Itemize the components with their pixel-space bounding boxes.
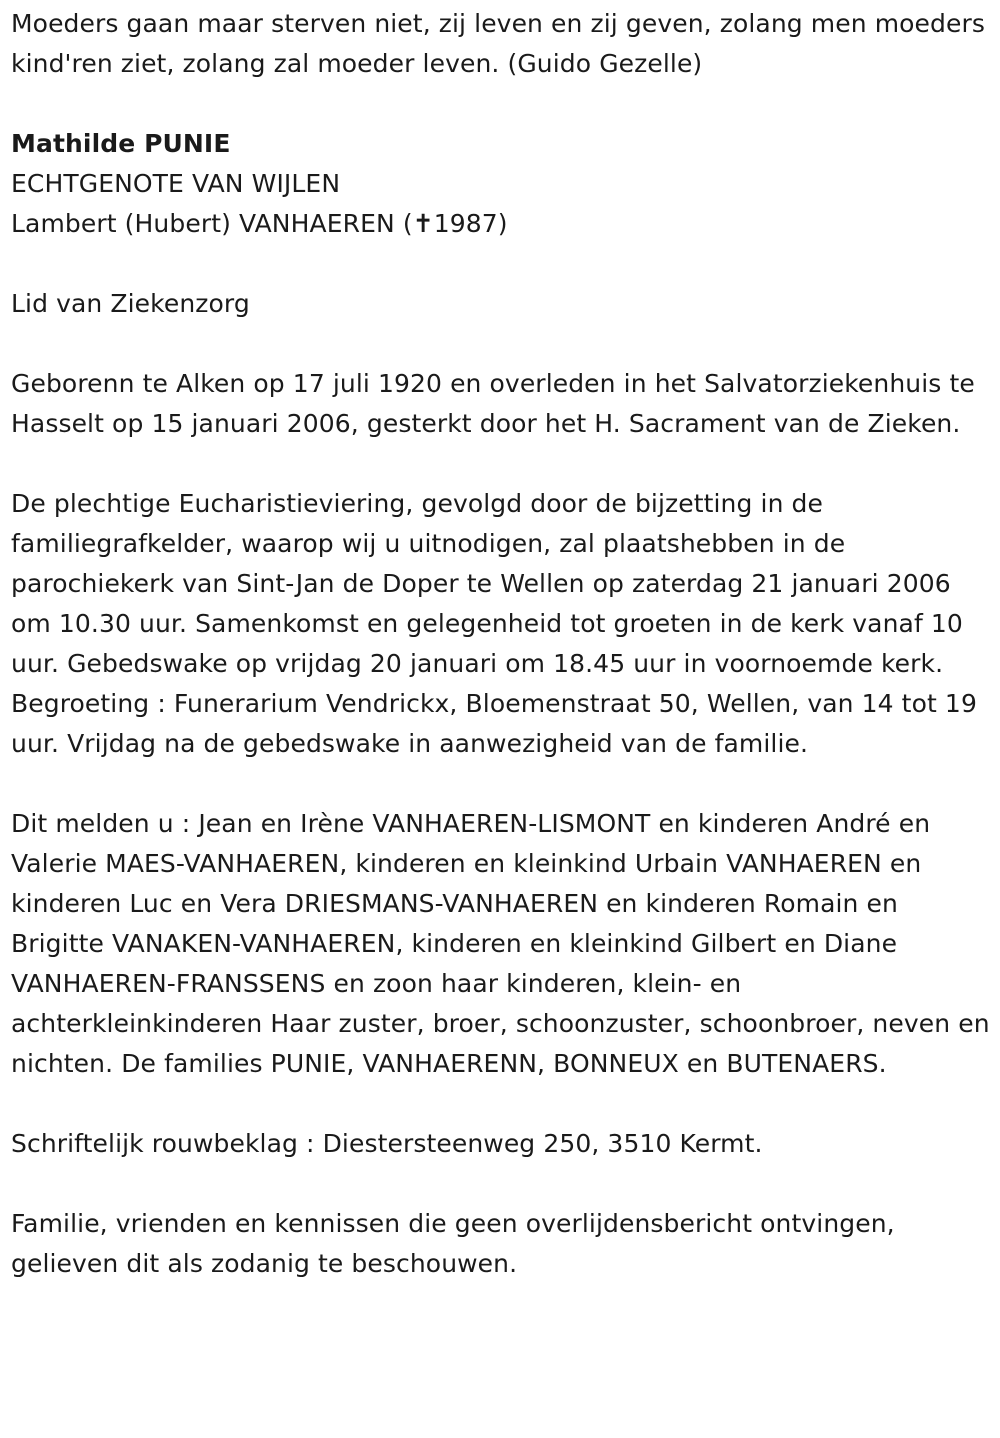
spouse-name: Lambert (Hubert) VANHAEREN ( — [11, 209, 413, 238]
spacer — [11, 1164, 993, 1204]
spacer — [11, 84, 993, 124]
deceased-name: Mathilde PUNIE — [11, 129, 231, 158]
spacer — [11, 444, 993, 484]
announcers-paragraph: Dit melden u : Jean en Irène VANHAEREN-LISMONT en kinderen André en Valerie MAES-VANHAEREN, kinderen en kleinkind Urbain VANHAEREN en kinderen Luc en Vera DRIESMANS-VANHAEREN en kinderen Romain en Brigitte VANAKEN-VANHAEREN, kinderen en kleinkind Gilbert en Diane VANHAEREN-FRANSSENS en zoon haar kinderen, klein- en achterkleinkinderen Haar zuster, broer, schoonzuster, schoonbroer, neven en nichten. De families PUNIE, VANHAERENN, BONNEUX en BUTENAERS. — [11, 809, 990, 1078]
spouse-death-year: 1987) — [433, 209, 508, 238]
cross-icon: ✝ — [412, 209, 434, 238]
opening-quote: Moeders gaan maar sterven niet, zij leven en zij geven, zolang men moeders kind'ren ziet, zolang zal moeder leven. (Guido Gezelle) — [11, 9, 985, 78]
spacer — [11, 244, 993, 284]
relation-line: ECHTGENOTE VAN WIJLEN — [11, 169, 341, 198]
obituary-document — [11, 4, 993, 1284]
spacer — [11, 324, 993, 364]
spouse-line — [11, 204, 993, 244]
membership-line: Lid van Ziekenzorg — [11, 289, 250, 318]
condolence-address: Schriftelijk rouwbeklag : Diestersteenweg 250, 3510 Kermt. — [11, 1129, 763, 1158]
birth-death-paragraph: Geborenn te Alken op 17 juli 1920 en overleden in het Salvatorziekenhuis te Hasselt op 15 januari 2006, gesterkt door het H. Sacrament van de Zieken. — [11, 369, 975, 438]
closing-note: Familie, vrienden en kennissen die geen overlijdensbericht ontvingen, gelieven dit als zodanig te beschouwen. — [11, 1209, 895, 1278]
ceremony-paragraph: De plechtige Eucharistieviering, gevolgd door de bijzetting in de familiegrafkelder, waarop wij u uitnodigen, zal plaatshebben in de parochiekerk van Sint-Jan de Doper te Wellen op zaterdag 21 januari 2006 om 10.30 uur. Samenkomst en gelegenheid tot groeten in de kerk vanaf 10 uur. Gebedswake op vrijdag 20 januari om 18.45 uur in voornoemde kerk. Begroeting : Funerarium Vendrickx, Bloemenstraat 50, Wellen, van 14 tot 19 uur. Vrijdag na de gebedswake in aanwezigheid van de familie. — [11, 489, 977, 758]
spacer — [11, 1084, 993, 1124]
spacer — [11, 764, 993, 804]
